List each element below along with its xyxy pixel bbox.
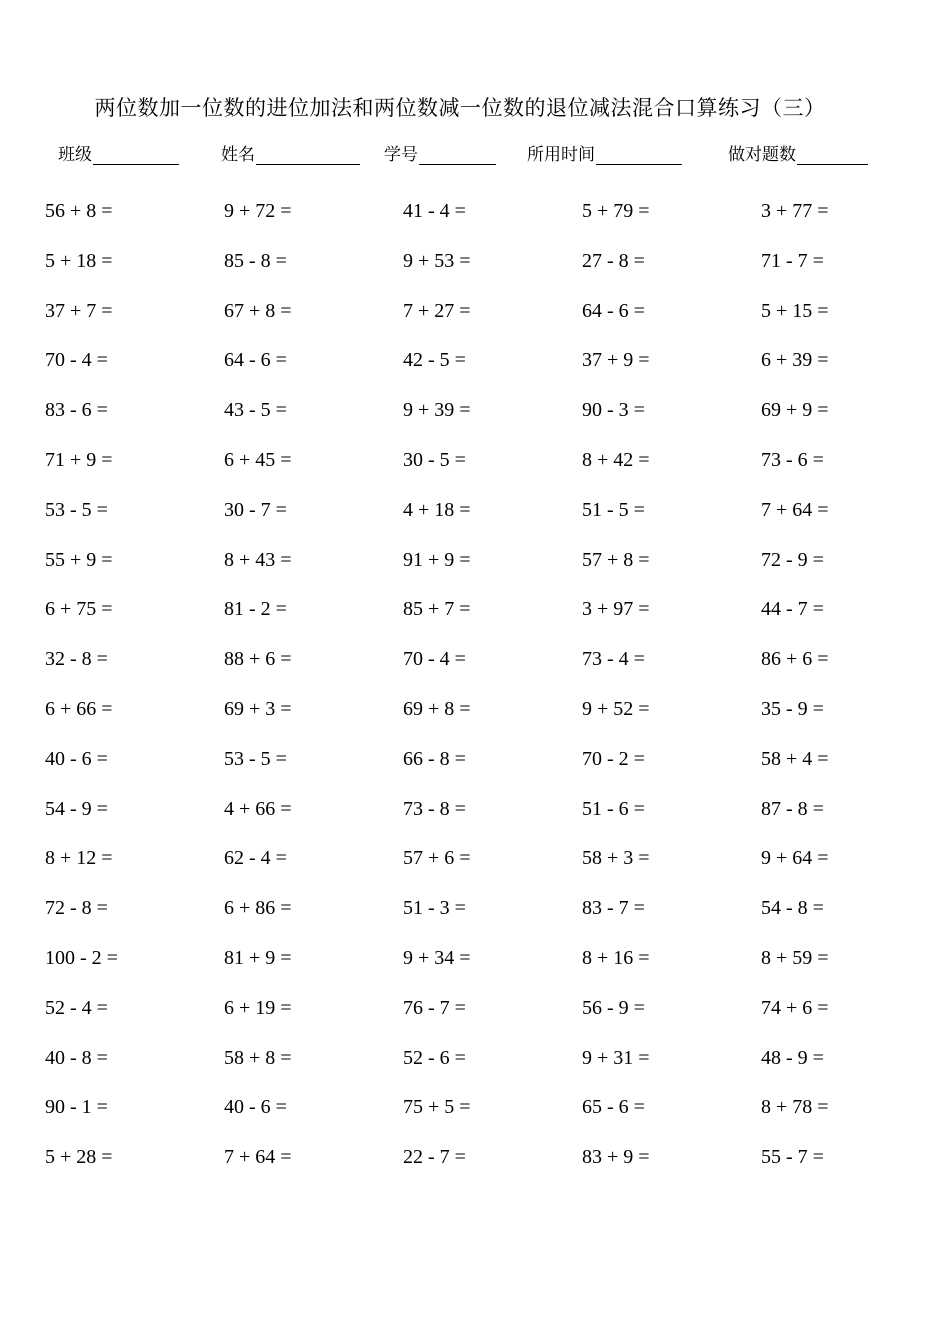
problem-item: 4 + 18 = [403, 498, 471, 521]
problem-item: 8 + 12 = [45, 847, 113, 870]
class-label: 班级 [58, 145, 92, 165]
correct-count-blank[interactable] [797, 146, 868, 165]
problem-item: 69 + 3 = [224, 697, 292, 720]
problem-item: 72 - 9 = [761, 548, 824, 571]
problem-item: 54 - 9 = [45, 797, 108, 820]
problem-item: 51 - 5 = [582, 498, 645, 521]
problem-item: 52 - 6 = [403, 1046, 466, 1069]
correct-count-field [728, 140, 868, 165]
problem-item: 9 + 64 = [761, 847, 829, 870]
problem-item: 70 - 2 = [582, 747, 645, 770]
problem-item: 6 + 19 = [224, 996, 292, 1019]
problem-item: 53 - 5 = [224, 747, 287, 770]
problem-item: 40 - 8 = [45, 1046, 108, 1069]
problem-item: 90 - 3 = [582, 399, 645, 422]
problem-item: 55 - 7 = [761, 1146, 824, 1169]
name-field [221, 140, 360, 165]
problem-item: 5 + 28 = [45, 1146, 113, 1169]
problem-item: 81 - 2 = [224, 598, 287, 621]
problem-item: 67 + 8 = [224, 299, 292, 322]
problem-item: 56 + 8 = [45, 200, 113, 222]
problem-item: 6 + 45 = [224, 448, 292, 471]
problem-item: 57 + 6 = [403, 847, 471, 870]
problem-item: 69 + 9 = [761, 399, 829, 422]
problem-item: 51 - 6 = [582, 797, 645, 820]
problem-item: 6 + 39 = [761, 349, 829, 372]
problem-item: 55 + 9 = [45, 548, 113, 571]
class-blank[interactable] [93, 146, 179, 165]
name-blank[interactable] [256, 146, 360, 165]
problem-item: 69 + 8 = [403, 697, 471, 720]
problem-item: 6 + 86 = [224, 897, 292, 920]
problem-item: 91 + 9 = [403, 548, 471, 571]
problem-item: 62 - 4 = [224, 847, 287, 870]
problem-item: 9 + 31 = [582, 1046, 650, 1069]
problem-item: 37 + 7 = [45, 299, 113, 322]
student-info-row [0, 140, 950, 166]
problem-item: 44 - 7 = [761, 598, 824, 621]
problem-item: 41 - 4 = [403, 200, 466, 222]
problem-item: 9 + 72 = [224, 200, 292, 222]
problem-item: 9 + 53 = [403, 249, 471, 272]
problem-item: 85 - 8 = [224, 249, 287, 272]
problem-item: 86 + 6 = [761, 648, 829, 671]
problem-item: 22 - 7 = [403, 1146, 466, 1169]
problem-item: 57 + 8 = [582, 548, 650, 571]
problem-item: 54 - 8 = [761, 897, 824, 920]
problem-item: 81 + 9 = [224, 946, 292, 969]
problem-item: 48 - 9 = [761, 1046, 824, 1069]
problem-item: 5 + 18 = [45, 249, 113, 272]
problem-item: 43 - 5 = [224, 399, 287, 422]
problem-item: 9 + 39 = [403, 399, 471, 422]
correct-count-label: 做对题数 [728, 145, 796, 165]
student-number-label: 学号 [384, 145, 418, 165]
problem-item: 8 + 16 = [582, 946, 650, 969]
problem-item: 70 - 4 = [45, 349, 108, 372]
problem-item: 42 - 5 = [403, 349, 466, 372]
problem-item: 52 - 4 = [45, 996, 108, 1019]
problem-item: 8 + 78 = [761, 1096, 829, 1119]
problem-item: 56 - 9 = [582, 996, 645, 1019]
problem-item: 27 - 8 = [582, 249, 645, 272]
problem-item: 58 + 4 = [761, 747, 829, 770]
problem-item: 30 - 7 = [224, 498, 287, 521]
time-used-field [527, 140, 682, 165]
time-used-label: 所用时间 [527, 145, 595, 165]
problem-item: 4 + 66 = [224, 797, 292, 820]
problem-item: 64 - 6 = [582, 299, 645, 322]
problem-item: 65 - 6 = [582, 1096, 645, 1119]
problem-item: 8 + 42 = [582, 448, 650, 471]
problem-item: 51 - 3 = [403, 897, 466, 920]
problem-item: 87 - 8 = [761, 797, 824, 820]
problem-item: 9 + 52 = [582, 697, 650, 720]
student-number-blank[interactable] [419, 146, 496, 165]
problem-item: 5 + 79 = [582, 200, 650, 222]
problem-item: 35 - 9 = [761, 697, 824, 720]
problem-item: 5 + 15 = [761, 299, 829, 322]
worksheet-title: 两位数加一位数的进位加法和两位数减一位数的退位减法混合口算练习（三） [94, 96, 826, 120]
problem-item: 70 - 4 = [403, 648, 466, 671]
problem-item: 37 + 9 = [582, 349, 650, 372]
problem-item: 83 + 9 = [582, 1146, 650, 1169]
time-used-blank[interactable] [596, 146, 682, 165]
problem-item: 71 + 9 = [45, 448, 113, 471]
problem-item: 100 - 2 = [45, 946, 118, 969]
problem-item: 30 - 5 = [403, 448, 466, 471]
problem-item: 58 + 3 = [582, 847, 650, 870]
problem-item: 7 + 64 = [224, 1146, 292, 1169]
problem-item: 3 + 77 = [761, 200, 829, 222]
problem-item: 6 + 66 = [45, 697, 113, 720]
student-number-field [384, 140, 496, 165]
problem-item: 64 - 6 = [224, 349, 287, 372]
problem-item: 76 - 7 = [403, 996, 466, 1019]
problem-item: 9 + 34 = [403, 946, 471, 969]
problem-item: 75 + 5 = [403, 1096, 471, 1119]
problem-item: 88 + 6 = [224, 648, 292, 671]
problem-item: 83 - 6 = [45, 399, 108, 422]
problem-item: 71 - 7 = [761, 249, 824, 272]
problem-item: 53 - 5 = [45, 498, 108, 521]
name-label: 姓名 [221, 145, 255, 165]
class-field [58, 140, 179, 165]
problem-item: 32 - 8 = [45, 648, 108, 671]
problem-item: 85 + 7 = [403, 598, 471, 621]
problem-item: 8 + 59 = [761, 946, 829, 969]
problem-item: 73 - 4 = [582, 648, 645, 671]
problem-item: 58 + 8 = [224, 1046, 292, 1069]
problem-item: 66 - 8 = [403, 747, 466, 770]
problem-item: 3 + 97 = [582, 598, 650, 621]
problem-item: 7 + 27 = [403, 299, 471, 322]
problem-item: 6 + 75 = [45, 598, 113, 621]
problem-item: 40 - 6 = [45, 747, 108, 770]
problem-item: 73 - 8 = [403, 797, 466, 820]
problem-item: 72 - 8 = [45, 897, 108, 920]
problem-item: 40 - 6 = [224, 1096, 287, 1119]
problem-item: 90 - 1 = [45, 1096, 108, 1119]
problem-item: 73 - 6 = [761, 448, 824, 471]
problem-item: 74 + 6 = [761, 996, 829, 1019]
problem-item: 7 + 64 = [761, 498, 829, 521]
problem-item: 8 + 43 = [224, 548, 292, 571]
problem-item: 83 - 7 = [582, 897, 645, 920]
problem-grid [45, 196, 940, 1192]
